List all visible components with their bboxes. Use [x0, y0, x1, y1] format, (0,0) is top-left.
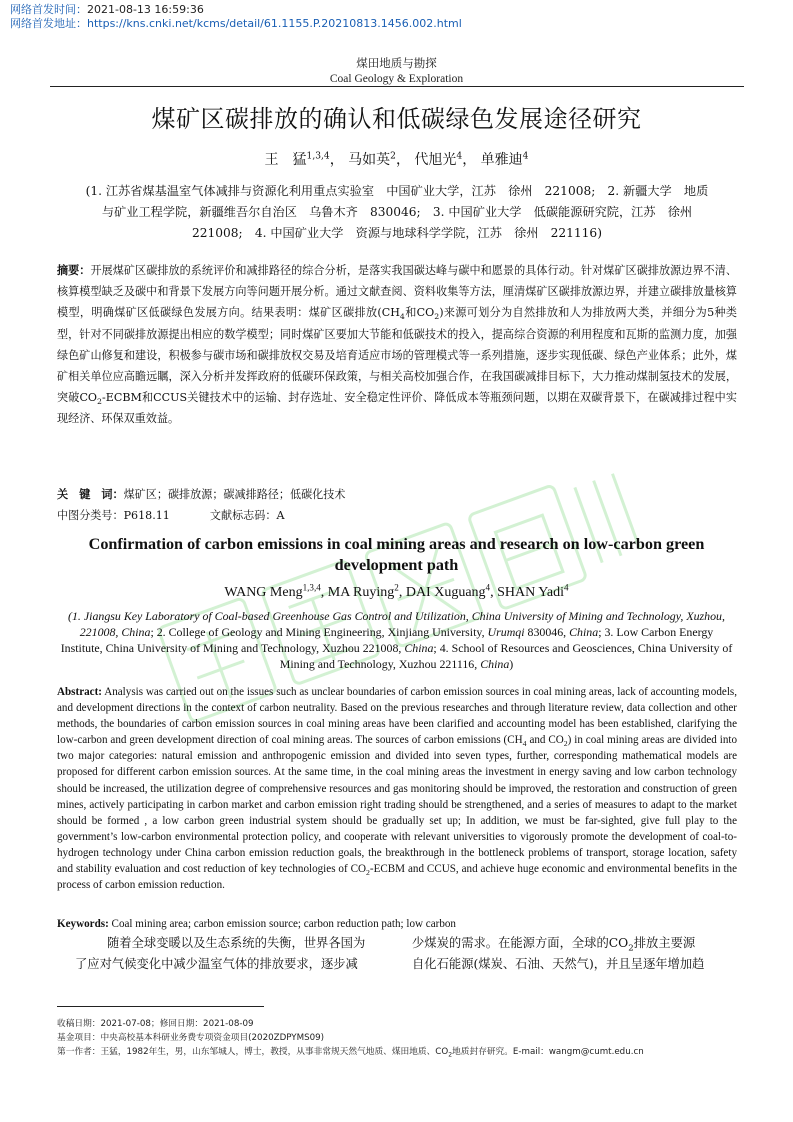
- author-cn-2: 马如英$^2$，: [348, 151, 410, 168]
- affiliation-cn-line-2: 与矿业工程学院，新疆维吾尔自治区 乌鲁木齐 830046; 3. 中国矿业大学 低碳能源研究院，江苏 徐州: [101, 205, 693, 219]
- abstract-cn-label: 摘要：: [57, 264, 91, 277]
- journal-name-cn: 煤田地质与勘探: [356, 58, 437, 70]
- authors-en: [0, 584, 793, 602]
- publish-time: [10, 3, 204, 17]
- footnote-fund: 基金项目：中央高校基本科研业务费专项资金项目(2020ZDPYMS09): [57, 1033, 325, 1043]
- authors-cn: [0, 151, 793, 169]
- author-cn-4: 单雅迪$^4$: [480, 151, 529, 168]
- author-en-1: WANG Meng$^{1,3,4}$,: [224, 582, 328, 600]
- doc-code-value: A: [276, 509, 285, 522]
- publish-url-link[interactable]: https://kns.cnki.net/kcms/detail/61.1155.P.20210813.1456.002.html: [87, 17, 462, 30]
- paper-title-cn: 煤矿区碳排放的确认和低碳绿色发展途径研究: [151, 105, 642, 133]
- journal-name-en: Coal Geology & Exploration: [329, 73, 464, 85]
- classification: [57, 505, 737, 526]
- keywords-cn-label: 关 键 词：: [57, 488, 124, 501]
- abstract-en-label: Abstract:: [57, 686, 102, 698]
- footnote-author: 第一作者：王猛，1982年生，男，山东邹城人，博士，教授，从事非常规天然气地质、煤田地质、$CO_2$地质封存研究。E-mail：wangm@cumt.edu.cn: [57, 1047, 644, 1059]
- author-cn-1: 王 猛$^{1,3,4}$，: [264, 151, 344, 168]
- keywords-cn: [57, 484, 737, 505]
- author-en-3: DAI Xuguang$^4$,: [405, 582, 498, 600]
- clc-label: 中图分类号：: [57, 509, 124, 522]
- body-column-left: [75, 933, 395, 975]
- author-en-2: MA Ruying$^2$,: [327, 582, 406, 600]
- author-en-4: SHAN Yadi$^4$: [497, 582, 569, 600]
- author-cn-3: 代旭光$^4$，: [414, 151, 477, 168]
- affiliation-cn-line-3: 221008; 4. 中国矿业大学 资源与地球科学学院，江苏 徐州 221116): [192, 226, 602, 240]
- footnotes: [57, 1017, 747, 1059]
- publish-time-value: 2021-08-13 16:59:36: [87, 3, 204, 16]
- affiliations-en: (1. Jiangsu Key Laboratory of Coal-based Greenhouse Gas Control and Utilization, China University of Mining and Technology, Xuzhou, 221008, China; 2. College of Geology and Mining Engineering, Xinjiang University, Urumqi 830046, China; 3. Low Carbon Energy Institute, China University of Mining and Technology, Xuzhou 221008, China; 4. School of Resources and Geosciences, China University of Mining and Technology, Xuzhou 221116, China): [60, 609, 733, 671]
- keywords-cn-text: 煤矿区；碳排放源；碳减排路径；低碳化技术: [123, 488, 346, 501]
- abstract-cn: 摘要：开展煤矿区碳排放的系统评价和减排路径的综合分析，是落实我国碳达峰与碳中和愿景的具体行动。针对煤矿区碳排放源边界不清、核算模型缺乏及碳中和背景下发展方向等问题开展分析。通过文献查阅、资料收集等方法，厘清煤矿区碳排放源边界，并建立碳排放量核算模型，明确煤矿区低碳绿色发展方向。结果表明：煤矿区碳排放($CH_4$和$CO_2$)来源可划分为自然排放和人为排放两大类，并细分为5种类型，针对不同碳排放源提出相应的数学模型；同时煤矿区要加大节能和低碳技术的投入，提高综合资源的利用程度和瓦斯的监测力度，加强绿色矿山修复和建设，积极参与碳市场和碳排放权交易及培育适应市场的管理模式等一系列措施，逐步实现低碳、绿色产业体系；此外，煤矿相关单位应高瞻远瞩，深入分析并发挥政府的低碳环保政策，与相关高校加强合作，在我国碳减排目标下，大力推动煤制氢技术的发展，突破$CO_2$-ECBM和CCUS关键技术中的运输、封存选址、安全稳定性评价、降低成本等瓶颈问题，以期在双碳背景下，在碳减排过程中实现经济、环保双重效益。: [57, 264, 738, 426]
- body-left-line-1: 随着全球变暖以及生态系统的失衡，世界各国为: [107, 936, 366, 950]
- abstract-en: Abstract: Analysis was carried out on the issues such as unclear boundaries of carbon emission sources in coal mining areas, lack of accounting models, and development directions in the context of carbon neutrality. Based on the previous researches and through literature review, data collection and other methods, the boundaries of carbon emission sources in coal mining areas have been clarified and accounting model has been established, clarifying the low-carbon and green development direction of coal mining areas. The sources of carbon emissions ($CH_4$ and $CO_2$) in coal mining areas are divided into two major categories: natural emission and anthropogenic emission and divided into seven types, further, corresponding mathematical models are proposed for different carbon emission sources. At the same time, in the coal mining areas the investment in energy saving and low carbon technology should be increased, the utilization degree of comprehensive resources and gas monitoring should be improved, the restoration and construction of green mines, actively participating in carbon market and carbon emission right trading should be strengthened, and a series of measures to adapt to the market should be formed , a low carbon green industrial system should be gradually set up; In addition, we must be far-sighted, give full play to the government’s low-carbon environmental protection policy, and cooperate with relevant universities to vigorously promote the development of coal-to-hydrogen technology under China carbon emission reduction goals, the breakthrough in the bottleneck problems of transport, storage location, safety and stability evaluation and cost reduction of key technologies of $CO_2$-ECBM and CCUS, and achieve huge economic and environmental benefits in the process of carbon emission reduction.: [57, 686, 737, 892]
- keywords-en-label: Keywords:: [57, 918, 109, 930]
- keywords-en-text: Coal mining area; carbon emission source; carbon reduction path; low carbon: [108, 918, 456, 930]
- footnote-rule: [57, 1006, 264, 1007]
- keywords-en: [57, 916, 737, 932]
- clc-value: P618.11: [123, 509, 170, 522]
- body-right-line-2: 自化石能源(煤炭、石油、天然气)，并且呈逐年增加趋: [412, 957, 705, 971]
- doc-code-label: 文献标志码：: [209, 509, 277, 522]
- paper-title-en: Confirmation of carbon emissions in coal mining areas and research on low-carbon green development path: [88, 535, 705, 574]
- publish-url-label: 网络首发地址：: [10, 17, 87, 30]
- affiliation-cn-line-1: (1. 江苏省煤基温室气体减排与资源化利用重点实验室 中国矿业大学，江苏 徐州 221008; 2. 新疆大学 地质: [85, 184, 709, 198]
- publish-time-label: 网络首发时间：: [10, 3, 87, 16]
- affiliations-cn: [72, 181, 722, 244]
- footnote-received: 收稿日期：2021-07-08；修回日期：2021-08-09: [57, 1019, 254, 1029]
- header-rule: [50, 86, 744, 87]
- body-left-line-2: 了应对气候变化中减少温室气体的排放要求，逐步减: [75, 957, 358, 971]
- body-column-right: [412, 933, 742, 975]
- publish-url: [10, 17, 462, 31]
- body-right-line-1: 少煤炭的需求。在能源方面，全球的$CO_2$排放主要源: [412, 936, 696, 954]
